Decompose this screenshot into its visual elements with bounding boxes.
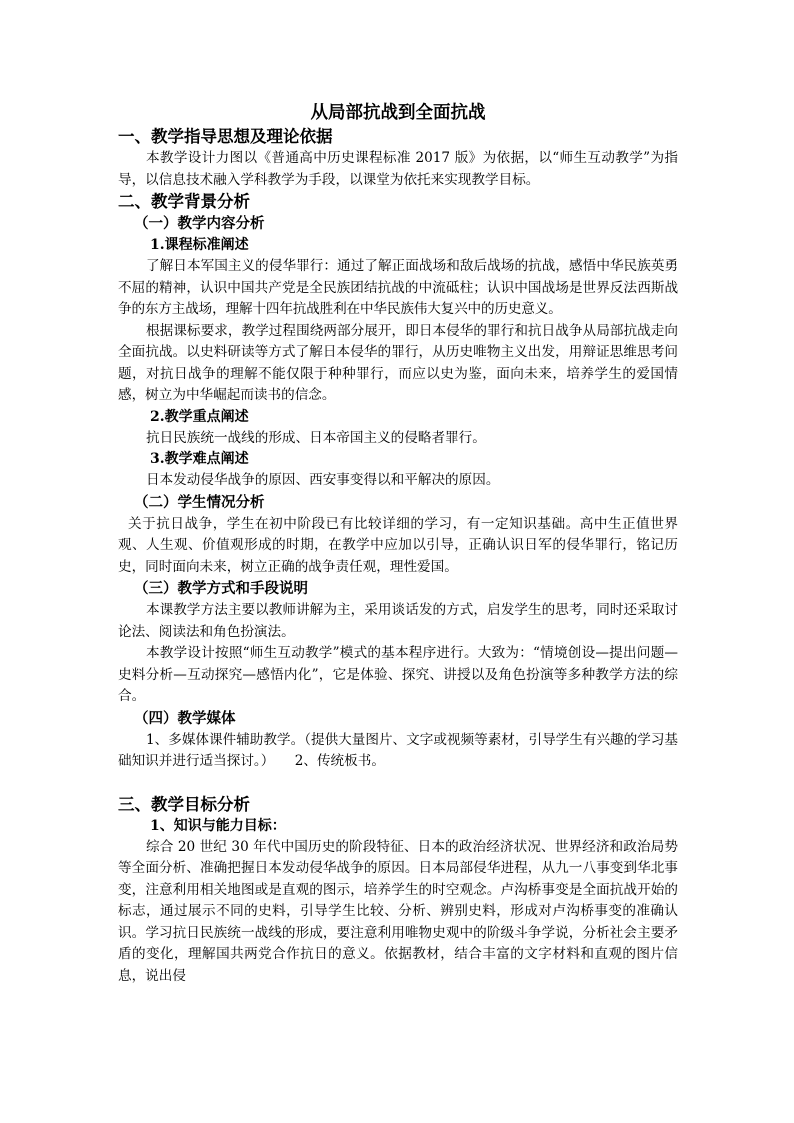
paragraph-curriculum-standard-2: 根据课标要求，教学过程围绕两部分展开，即日本侵华的罪行和抗日战争从局部抗战走向全面抗战。以史料研读等方式了解日本侵华的罪行，从历史唯物主义出发，用辩证思维思考问题，对抗日战争的理解不能仅限于种种罪行，而应以史为鉴，面向未来，培养学生的爱国情感，树立为中华崛起而读书的信念。 xyxy=(118,322,678,403)
item-heading-difficult-points: 3.教学难点阐述 xyxy=(150,451,249,467)
subheading-teaching-methods: （三）教学方式和手段说明 xyxy=(134,580,308,597)
item-heading-knowledge-ability: 1、知识与能力目标： xyxy=(150,817,286,834)
item-heading-key-points: 2.教学重点阐述 xyxy=(150,408,249,425)
section-heading-guiding-ideas: 一、教学指导思想及理论依据 xyxy=(118,127,333,146)
paragraph-teaching-media: 1、多媒体课件辅助教学。（提供大量图片、文字或视频等素材，引导学生有兴趣的学习基础知识并进行适当探讨。） 2、传统板书。 xyxy=(118,731,679,769)
subheading-student-analysis: （二）学生情况分析 xyxy=(134,493,265,511)
document-title: 从局部抗战到全面抗战 xyxy=(310,103,486,123)
section-heading-background: 二、教学背景分析 xyxy=(118,192,250,211)
paragraph-student-analysis: 关于抗日战争，学生在初中阶段已有比较详细的学习，有一定知识基础。高中生正值世界观、人生观、价值观形成的时期，在教学中应加以引导，正确认识日军的侵华罪行，铭记历史，同时面向未来，树立正确的战争责任观，理性爱国。 xyxy=(118,515,678,575)
section-heading-objectives: 三、教学目标分析 xyxy=(118,794,250,814)
subheading-content-analysis: （一）教学内容分析 xyxy=(134,215,265,232)
item-heading-curriculum-standard: 1.课程标准阐述 xyxy=(150,237,249,253)
paragraph-key-points: 抗日民族统一战线的形成、日本帝国主义的侵略者罪行。 xyxy=(146,429,486,446)
paragraph-difficult-points: 日本发动侵华战争的原因、西安事变得以和平解决的原因。 xyxy=(146,472,500,488)
paragraph-curriculum-standard-1: 了解日本军国主义的侵华罪行：通过了解正面战场和敌后战场的抗战，感悟中华民族英勇不屈的精神，认识中国共产党是全民族团结抗战的中流砥柱；认识中国战场是世界反法西斯战争的东方主战场，理解十四年抗战胜利在中华民族伟大复兴中的历史意义。 xyxy=(118,258,678,317)
paragraph-teaching-methods-1: 本课教学方法主要以教师讲解为主，采用谈话发的方式，启发学生的思考，同时还采取讨论法、阅读法和角色扮演法。 xyxy=(118,602,678,640)
blank-line xyxy=(118,773,678,794)
paragraph-guiding-ideas: 本教学设计力图以《普通高中历史课程标准 2017 版》为依据，以“师生互动教学”为指导，以信息技术融入学科教学为手段，以课堂为依托来实现教学目标。 xyxy=(118,150,678,188)
paragraph-knowledge-ability: 综合 20 世纪 30 年代中国历史的阶段特征、日本的政治经济状况、世界经济和政治局势等全面分析、准确把握日本发动侵华战争的原因。日本局部侵华进程，从九一八事变到华北事变，注意利用相关地图或是直观的图示，培养学生的时空观念。卢沟桥事变是全面抗战开始的标志，通过展示不同的史料，引导学生比较、分析、辨别史料，形成对卢沟桥事变的准确认识。学习抗日民族统一战线的形成，要注意利用唯物史观中的阶级斗争学说，分析社会主要矛盾的变化，理解国共两党合作抗日的意义。依据教材，结合丰富的文字材料和直观的图片信息，说出侵 xyxy=(118,838,678,984)
document-content xyxy=(118,100,678,987)
subheading-teaching-media: （四）教学媒体 xyxy=(134,709,236,727)
paragraph-teaching-methods-2: 本教学设计按照“师生互动教学”模式的基本程序进行。大致为：“情境创设—提出问题—史料分析—互动探究—感悟内化”，它是体验、探究、讲授以及角色扮演等多种教学方法的综合。 xyxy=(118,645,678,704)
